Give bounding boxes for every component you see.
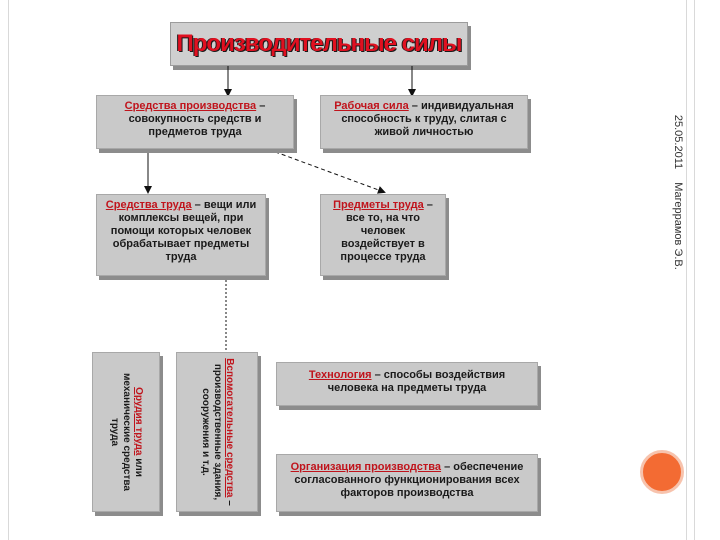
means-of-labor-term: Средства труда: [105, 199, 192, 211]
means-of-production-box: [96, 95, 294, 149]
labor-force-term: Рабочая сила: [334, 100, 409, 112]
slide-author: Магеррамов Э.В.: [672, 182, 684, 270]
objects-of-labor-box: [320, 194, 446, 276]
means-of-production-term: Средства производства: [124, 100, 257, 112]
tools-box: [92, 352, 160, 512]
auxiliary-term: Вспомогательные средства: [224, 358, 235, 498]
technology-box: [276, 362, 538, 406]
decorative-circle: [640, 450, 684, 494]
organization-box: [276, 454, 538, 512]
arrow-means-to-objects: [262, 147, 384, 192]
means-of-labor-box: [96, 194, 266, 276]
tools-text: или механические средства труда: [109, 373, 144, 491]
means-of-production-text: – совокупность средств и предметов труда: [128, 100, 266, 138]
tools-term: Орудия труда: [133, 387, 144, 456]
auxiliary-box: [176, 352, 258, 512]
organization-term: Организация производства: [290, 461, 442, 473]
objects-of-labor-term: Предметы труда: [333, 199, 424, 211]
technology-text: – способы воздействия человека на предметы труда: [327, 369, 506, 394]
slide-date: 25.05.2011: [672, 114, 684, 170]
labor-force-box: [320, 95, 528, 149]
auxiliary-text: – производственные здания, сооружения и т.д.: [200, 363, 235, 506]
slide-title: Производительные силы: [176, 30, 462, 57]
objects-of-labor-text: – все то, на что человек воздействует в процессе труда: [340, 199, 433, 263]
means-of-labor-text: – вещи или комплексы вещей, при помощи которых человек обрабатывает предметы труда: [110, 199, 257, 263]
labor-force-text: – индивидуальная способность к труду, слитая с живой личностью: [341, 100, 514, 138]
technology-term: Технология: [308, 369, 372, 381]
organization-text: – обеспечение согласованного функционирования всех факторов производства: [294, 461, 524, 499]
